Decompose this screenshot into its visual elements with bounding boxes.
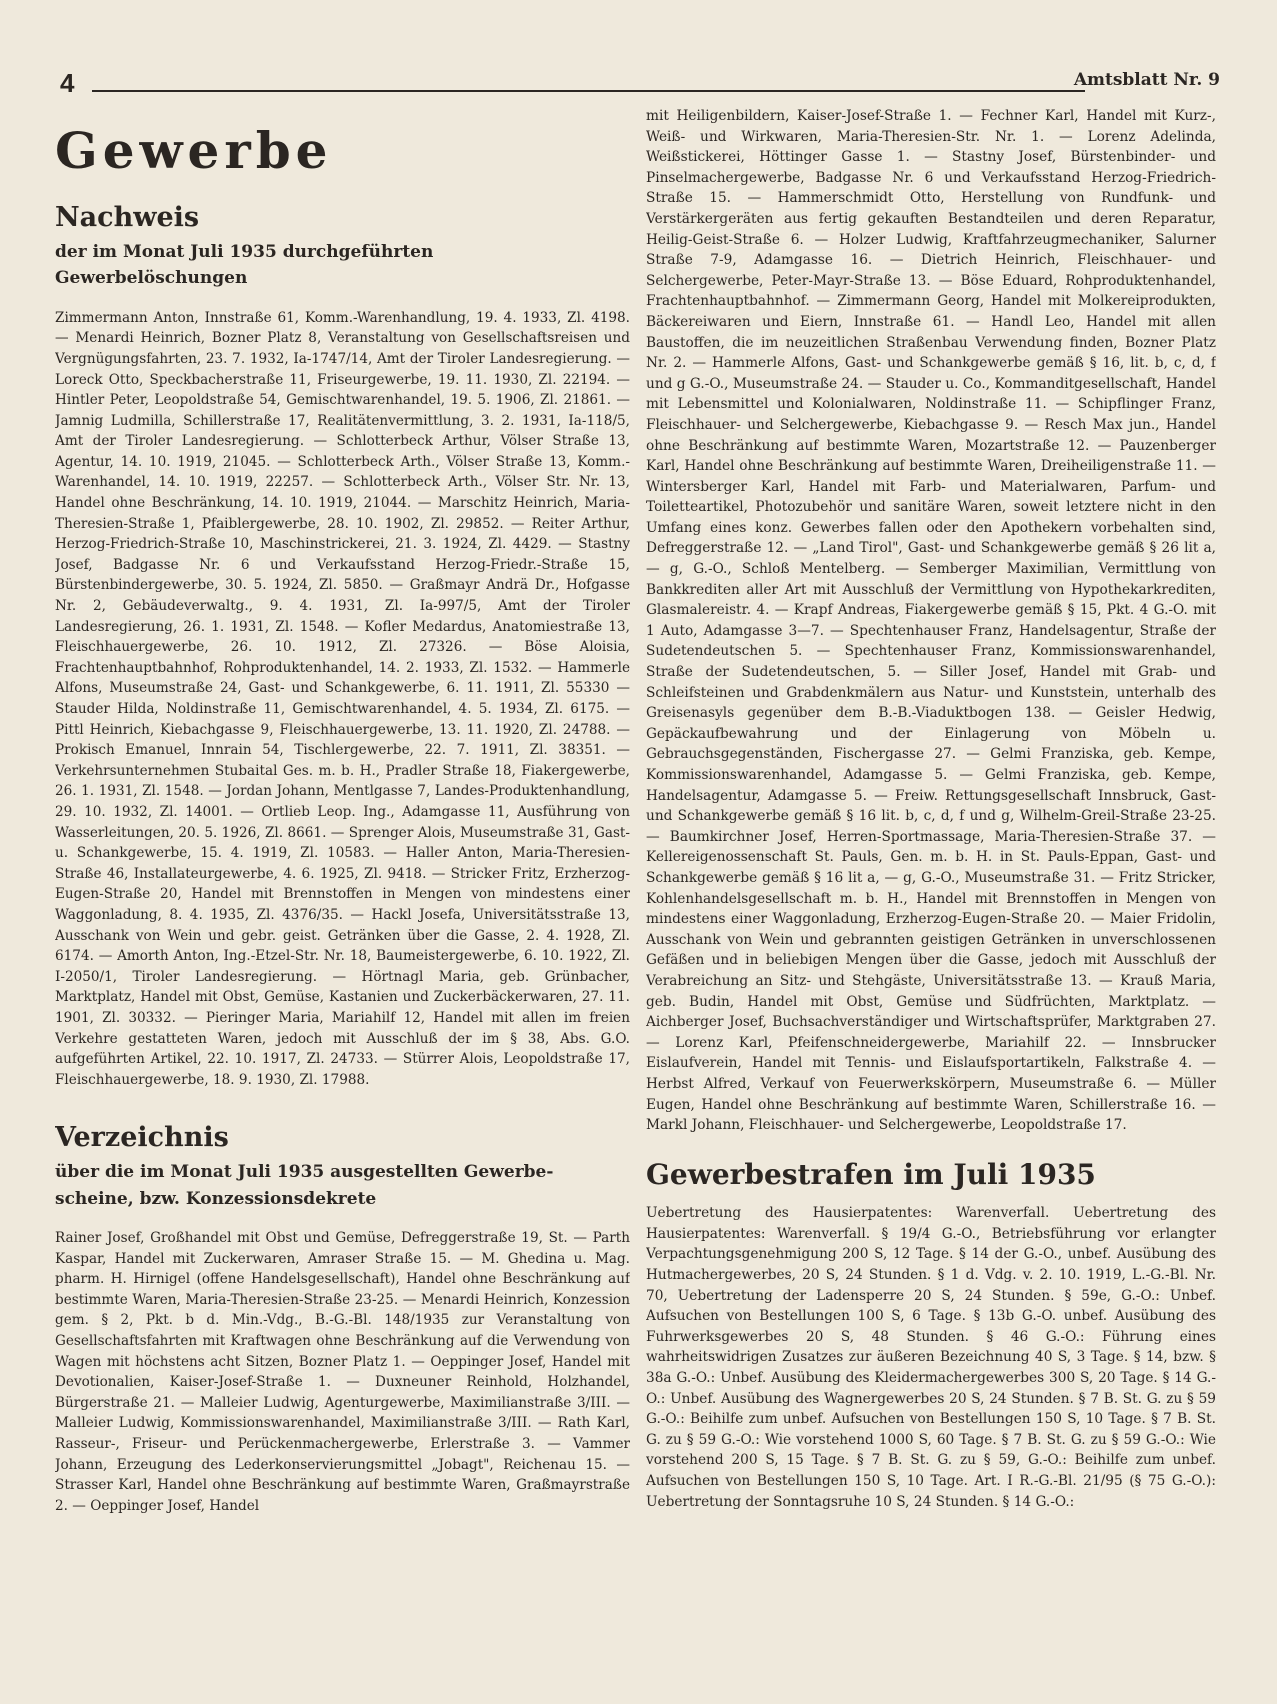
right-column (646, 106, 1216, 1686)
section-gewerbestrafen-title: Gewerbestrafen im Juli 1935 (646, 1157, 1096, 1191)
section-verzeichnis-body-right: mit Heiligenbildern, Kaiser-Josef-Straße 1. — Fechner Karl, Handel mit Kurz-, Weiß- und Wirkwaren, Maria-Theresien-Str. Nr. 1. — Lorenz Adelinda, Weißstickerei, Höttinger Gasse 1. — Stastny Josef, Bürstenbinder- und Pinselmachergewerbe, Badgasse Nr. 6 und Verkaufsstand Herzog-Friedrich-Straße 15. — Hammerschmidt Otto, Herstellung von Rundfunk- und Verstärkergeräten aus fertig gekauften Bestandteilen und deren Reparatur, Heilig-Geist-Straße 6. — Holzer Ludwig, Kraftfahrzeugmechaniker, Salurner Straße 7-9, Adamgasse 16. — Dietrich Heinrich, Fleischhauer- und Selchergewerbe, Peter-Mayr-Straße 13. — Böse Eduard, Rohproduktenhandel, Frachtenhauptbahnhof. — Zimmermann Georg, Handel mit Molkereiprodukten, Bäckereiwaren und Eiern, Innstraße 61. — Handl Leo, Handel mit allen Baustoffen, die im neuzeitlichen Straßenbau Verwendung finden, Bozner Platz Nr. 2. — Hammerle Alfons, Gast- und Schankgewerbe gemäß § 16, lit. b, c, d, f und g G.-O., Museumstraße 24. — Stauder u. Co., Kommanditgesellschaft, Handel mit Lebensmittel und Kolonialwaren, Noldinstraße 11. — Schipflinger Franz, Fleischhauer- und Selchergewerbe, Kiebachgasse 9. — Resch Max jun., Handel ohne Beschränkung auf bestimmte Waren, Mozartstraße 12. — Pauzenberger Karl, Handel ohne Beschränkung auf bestimmte Waren, Dreiheiligenstraße 11. — Wintersberger Karl, Handel mit Farb- und Materialwaren, Parfum- und Toiletteartikel, Photozubehör und sanitäre Waren, soweit letztere nicht in den Umfang eines konz. Gewerbes fallen oder den Apothekern vorbehalten sind, Defreggerstraße 12. — „Land Tirol", Gast- und Schankgewerbe gemäß § 26 lit a, — g, G.-O., Schloß Mentelberg. — Semberger Maximilian, Vermittlung von Bankkrediten aller Art mit Ausschluß der Vermittlung von Hypothekarkrediten, Glasmalereistr. 4. — Krapf Andreas, Fiakergewerbe gemäß § 15, Pkt. 4 G.-O. mit 1 Auto, Adamgasse 3—7. — Spechtenhauser Franz, Handelsagentur, Straße der Sudetendeutschen 5. — Spechtenhauser Franz, Kommissionswarenhandel, Straße der Sudetendeutschen, 5. — Siller Josef, Handel mit Grab- und Schleifsteinen und Grabdenkmälern aus Natur- und Kunststein, unterhalb des Greisenasyls gegenüber dem B.-B.-Viaduktbogen 138. — Geisler Hedwig, Gepäckaufbewahrung und der Einlagerung von Möbeln u. Gebrauchsgegenständen, Fischergasse 27. — Gelmi Franziska, geb. Kempe, Kommissionswarenhandel, Adamgasse 5. — Gelmi Franziska, geb. Kempe, Handelsagentur, Adamgasse 5. — Freiw. Rettungsgesellschaft Innsbruck, Gast- und Schankgewerbe gemäß § 16 lit. b, c, d, f und g, Wilhelm-Greil-Straße 23-25. — Baumkirchner Josef, Herren-Sportmassage, Maria-Theresien-Straße 37. — Kellereigenossenschaft St. Pauls, Gen. m. b. H. in St. Pauls-Eppan, Gast- und Schankgewerbe gemäß § 16 lit a, — g, G.-O., Museumstraße 31. — Fritz Stricker, Kohlenhandelsgesellschaft m. b. H., Handel mit Brennstoffen in Mengen von mindestens einer Waggonladung, Erzherzog-Eugen-Straße 20. — Maier Fridolin, Ausschank von Wein und gebrannten geistigen Getränken in unverschlossenen Gefäßen und in beliebigen Mengen über die Gasse, jedoch mit Ausschluß der Verabreichung an Sitz- und Stehgäste, Universitätsstraße 13. — Krauß Maria, geb. Budin, Handel mit Obst, Gemüse und Südfrüchten, Marktplatz. — Aichberger Josef, Buchsachverständiger und Wirtschaftsprüfer, Marktgraben 27. — Lorenz Karl, Pfeifenschneidergewerbe, Mariahilf 22. — Innsbrucker Eislaufverein, Handel mit Tennis- und Eislaufsportartikeln, Falkstraße 4. — Herbst Alfred, Verkauf von Feuerwerkskörpern, Museumstraße 6. — Müller Eugen, Handel ohne Beschränkung auf bestimmte Waren, Schillerstraße 16. — Markl Johann, Fleischhauer- und Selchergewerbe, Leopoldstraße 17. (646, 108, 1216, 1134)
section-gewerbestrafen-body: Uebertretung des Hausierpatentes: Warenverfall. Uebertretung des Hausierpatentes: Warenverfall. § 19/4 G.-O., Betriebsführung vor erlangter Verpachtungsgenehmigung 200 S, 12 Tage. § 14 der G.-O., unbef. Ausübung des Hutmachergewerbes, 20 S, 24 Stunden. § 1 d. Vdg. v. 2. 10. 1919, L.-G.-Bl. Nr. 70, Uebertretung der Ladensperre 20 S, 24 Stunden. § 59e, G.-O.: Unbef. Aufsuchen von Bestellungen 100 S, 6 Tage. § 13b G.-O. unbef. Ausübung des Fuhrwerksgewerbes 20 S, 48 Stunden. § 46 G.-O.: Führung eines wahrheitswidrigen Zusatzes zur äußeren Bezeichnung 40 S, 3 Tage. § 14, bzw. § 38a G.-O.: Unbef. Ausübung des Kleidermachergewerbes 300 S, 20 Tage. § 14 G.-O.: Unbef. Ausübung des Wagnergewerbes 20 S, 24 Stunden. § 7 B. St. G. zu § 59 G.-O.: Beihilfe zum unbef. Aufsuchen von Bestellungen 150 S, 10 Tage. § 7 B. St. G. zu § 59 G.-O.: Wie vorstehend 1000 S, 60 Tage. § 7 B. St. G. zu § 59 G.-O.: Wie vorstehend 200 S, 15 Tage. § 7 B. St. G. zu § 59, G.-O.: Beihilfe zum unbef. Aufsuchen von Bestellungen 150 S, 10 Tage. Art. I R.-G.-Bl. 21/95 (§ 75 G.-O.): Uebertretung der Sonntagsruhe 10 S, 24 Stunden. § 14 G.-O.: (646, 1205, 1216, 1510)
page-header (60, 68, 1220, 98)
section-nachweis-title: Nachweis (55, 202, 200, 233)
section-nachweis-subtitle (55, 239, 630, 292)
subtitle-line: Gewerbelöschungen (55, 268, 248, 289)
header-rule (92, 90, 1085, 92)
left-column (55, 106, 630, 1686)
subtitle-line: der im Monat Juli 1935 durchgeführten (55, 242, 434, 263)
section-nachweis-body: Zimmermann Anton, Innstraße 61, Komm.-Warenhandlung, 19. 4. 1933, Zl. 4198. — Menardi Heinrich, Bozner Platz 8, Veranstaltung von Gesellschaftsreisen und Vergnügungsfahrten, 23. 7. 1932, Ia-1747/14, Amt der Tiroler Landesregierung. — Loreck Otto, Speckbacherstraße 11, Friseurgewerbe, 19. 11. 1930, Zl. 22194. — Hintler Peter, Leopoldstraße 54, Gemischtwarenhandel, 19. 5. 1906, Zl. 21861. — Jamnig Ludmilla, Schillerstraße 17, Realitätenvermittlung, 3. 2. 1931, Ia-118/5, Amt der Tiroler Landesregierung. — Schlotterbeck Arthur, Völser Straße 13, Agentur, 14. 10. 1919, 21045. — Schlotterbeck Arth., Völser Straße 13, Komm.-Warenhandel, 14. 10. 1919, 22257. — Schlotterbeck Arth., Völser Str. Nr. 13, Handel ohne Beschränkung, 14. 10. 1919, 21044. — Marschitz Heinrich, Maria-Theresien-Straße 1, Pfaiblergewerbe, 28. 10. 1902, Zl. 29852. — Reiter Arthur, Herzog-Friedrich-Straße 10, Maschinstrickerei, 21. 3. 1924, Zl. 4429. — Stastny Josef, Badgasse Nr. 6 und Verkaufsstand Herzog-Friedr.-Straße 15, Bürstenbindergewerbe, 30. 5. 1924, Zl. 5850. — Graßmayr Andrä Dr., Hofgasse Nr. 2, Gebäudeverwaltg., 9. 4. 1931, Zl. Ia-997/5, Amt der Tiroler Landesregierung, 26. 1. 1931, Zl. 1548. — Kofler Medardus, Anatomiestraße 13, Fleischhauergewerbe, 26. 10. 1912, Zl. 27326. — Böse Aloisia, Frachtenhauptbahnhof, Rohproduktenhandel, 14. 2. 1933, Zl. 1532. — Hammerle Alfons, Museumstraße 24, Gast- und Schankgewerbe, 6. 11. 1911, Zl. 55330 — Stauder Hilda, Noldinstraße 11, Gemischtwarenhandel, 4. 5. 1934, Zl. 6175. — Pittl Heinrich, Kiebachgasse 9, Fleischhauergewerbe, 13. 11. 1920, Zl. 24788. — Prokisch Emanuel, Innrain 54, Tischlergewerbe, 22. 7. 1911, Zl. 38351. — Verkehrsunternehmen Stubaital Ges. m. b. H., Pradler Straße 18, Fiakergewerbe, 26. 1. 1931, Zl. 1548. — Jordan Johann, Mentlgasse 7, Landes-Produktenhandlung, 29. 10. 1932, Zl. 14001. — Ortlieb Leop. Ing., Adamgasse 11, Ausführung von Wasserleitungen, 20. 5. 1926, Zl. 8661. — Sprenger Alois, Museumstraße 31, Gast- u. Schankgewerbe, 15. 4. 1919, Zl. 10583. — Haller Anton, Maria-Theresien-Straße 46, Installateurgewerbe, 4. 6. 1925, Zl. 9418. — Stricker Fritz, Erzherzog-Eugen-Straße 20, Handel mit Brennstoffen in Mengen von mindestens einer Waggonladung, 8. 4. 1935, Zl. 4376/35. — Hackl Josefa, Universitätsstraße 13, Ausschank von Wein und gebr. geist. Getränken über die Gasse, 2. 4. 1928, Zl. 6174. — Amorth Anton, Ing.-Etzel-Str. Nr. 18, Baumeistergewerbe, 6. 10. 1922, Zl. I-2050/1, Tiroler Landesregierung. — Hörtnagl Maria, geb. Grünbacher, Marktplatz, Handel mit Obst, Gemüse, Kastanien und Zuckerbäckerwaren, 27. 11. 1901, Zl. 30332. — Pieringer Maria, Mariahilf 12, Handel mit allen im freien Verkehre gestatteten Waren, jedoch mit Ausschluß der im § 38, Abs. G.O. aufgeführten Artikel, 22. 10. 1917, Zl. 24733. — Stürrer Alois, Leopoldstraße 17, Fleischhauergewerbe, 18. 9. 1930, Zl. 17988. (55, 309, 630, 1088)
main-title: Gewerbe (55, 121, 333, 180)
section-verzeichnis-body-left: Rainer Josef, Großhandel mit Obst und Gemüse, Defreggerstraße 19, St. — Parth Kaspar, Handel mit Zuckerwaren, Amraser Straße 15. — M. Ghedina u. Mag. pharm. H. Hirnigel (offene Handelsgesellschaft), Handel ohne Beschränkung auf bestimmte Waren, Maria-Theresien-Straße 23-25. — Menardi Heinrich, Konzession gem. § 2, Pkt. b d. Min.-Vdg., B.-G.-Bl. 148/1935 zur Veranstaltung von Gesellschaftsfahrten mit Kraftwagen ohne Beschränkung auf die Verwendung von Wagen mit höchstens acht Sitzen, Bozner Platz 1. — Oeppinger Josef, Handel mit Devotionalien, Kaiser-Josef-Straße 1. — Duxneuner Reinhold, Holzhandel, Bürgerstraße 21. — Malleier Ludwig, Agenturgewerbe, Maximilianstraße 3/III. — Malleier Ludwig, Kommissionswarenhandel, Maximilianstraße 3/III. — Rath Karl, Rasseur-, Friseur- und Perückenmachergewerbe, Erlerstraße 3. — Vammer Johann, Erzeugung des Lederkonservierungsmittel „Jobagt", Reichenau 15. — Strasser Karl, Handel ohne Beschränkung auf bestimmte Waren, Graßmayrstraße 2. — Oeppinger Josef, Handel (55, 1230, 630, 1514)
page-number: 4 (60, 68, 75, 98)
section-verzeichnis-subtitle (55, 1159, 630, 1212)
section-gap (55, 1090, 630, 1122)
section-verzeichnis-title: Verzeichnis (55, 1122, 229, 1154)
subtitle-line: scheine, bzw. Konzessionsdekrete (55, 1188, 377, 1209)
issue-label: Amtsblatt Nr. 9 (1073, 70, 1220, 90)
subtitle-line: über die im Monat Juli 1935 ausgestellten Gewerbe- (55, 1162, 554, 1183)
